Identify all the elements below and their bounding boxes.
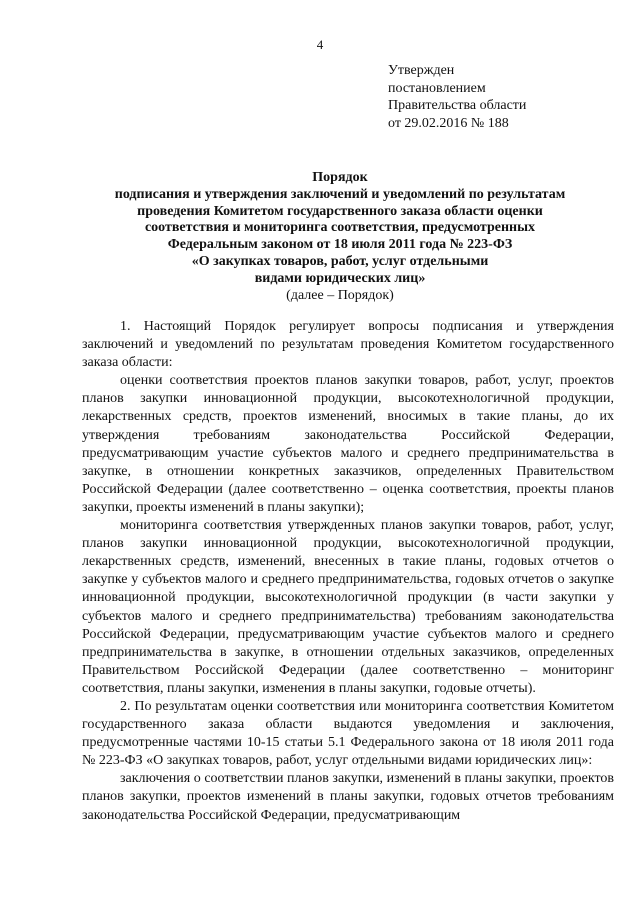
paragraph: заключения о соответствии планов закупки, изменений в планы закупки, проектов планов закупки, проектов изменений в планы закупки, годовых отчетов требованиям законодательства Российской Федерации, предусматривающим: [82, 771, 614, 823]
paragraph: 1. Настоящий Порядок регулирует вопросы подписания и утверждения заключений и уведомлений по результатам проведения Комитетом государственного заказа области:: [82, 319, 614, 371]
title-line: проведения Комитетом государственного заказа области оценки: [137, 203, 543, 219]
document-title: [60, 170, 620, 304]
paragraph: мониторинга соответствия утвержденных планов закупки товаров, работ, услуг, планов закупки инновационной продукции, высокотехнологичной продукции, лекарственных средств, изменений, внесенных в такие планы, годовых отчетов о закупке у субъектов малого и среднего предпринимательства, годовых отчетов о закупке инновационной продукции, высокотехнологичной продукции (в части закупки у субъектов малого и среднего предпринимательства) требованиям законодательства Российской Федерации, предусматривающим участие субъектов малого и среднего предпринимательства в закупке, в отношении отдельных заказчиков, определенных Правительством Российской Федерации (далее соответственно – мониторинг соответствия, планы закупки, изменения в планы закупки, годовые отчеты).: [82, 518, 614, 696]
title-line: Федеральным законом от 18 июля 2011 года № 223-ФЗ: [167, 237, 513, 253]
approval-date-line: от 29.02.2016 № 188: [388, 115, 509, 131]
paragraph: 2. По результатам оценки соответствия или мониторинга соответствия Комитетом государственного заказа области выдаются уведомления и заключения, предусмотренные частями 10-15 статьи 5.1 Федерального закона от 18 июля 2011 года № 223-ФЗ «О закупках товаров, работ, услуг отдельными видами юридических лиц»:: [82, 698, 614, 769]
title-line: «О закупках товаров, работ, услуг отдельными: [191, 253, 489, 269]
approval-line: Утвержден: [388, 63, 455, 78]
page-number: 4: [316, 37, 324, 52]
title-line: подписания и утверждения заключений и уведомлений по результатам: [114, 186, 566, 202]
approval-line: Правительства области: [388, 98, 527, 113]
title-line: соответствия и мониторинга соответствия, предусмотренных: [144, 220, 536, 236]
document-body: [82, 318, 614, 825]
title-line: видами юридических лиц»: [254, 270, 426, 286]
approval-line: постановлением: [388, 80, 486, 96]
paragraph: оценки соответствия проектов планов закупки товаров, работ, услуг, проектов планов закупки инновационной продукции, высокотехнологичной продукции, лекарственных средств, проектов изменений, вносимых в такие планы, до их утверждения требованиям законодательства Российской Федерации, предусматривающим участие субъектов малого и среднего предпринимательства в закупке, в отношении конкретных заказчиков, определенных Правительством Российской Федерации (далее соответственно – оценка соответствия, проекты планов закупки, проекты изменений в планы закупки);: [82, 373, 614, 515]
title-note: (далее – Порядок): [286, 287, 394, 303]
approval-block: [388, 62, 526, 132]
title-heading: Порядок: [312, 170, 368, 185]
